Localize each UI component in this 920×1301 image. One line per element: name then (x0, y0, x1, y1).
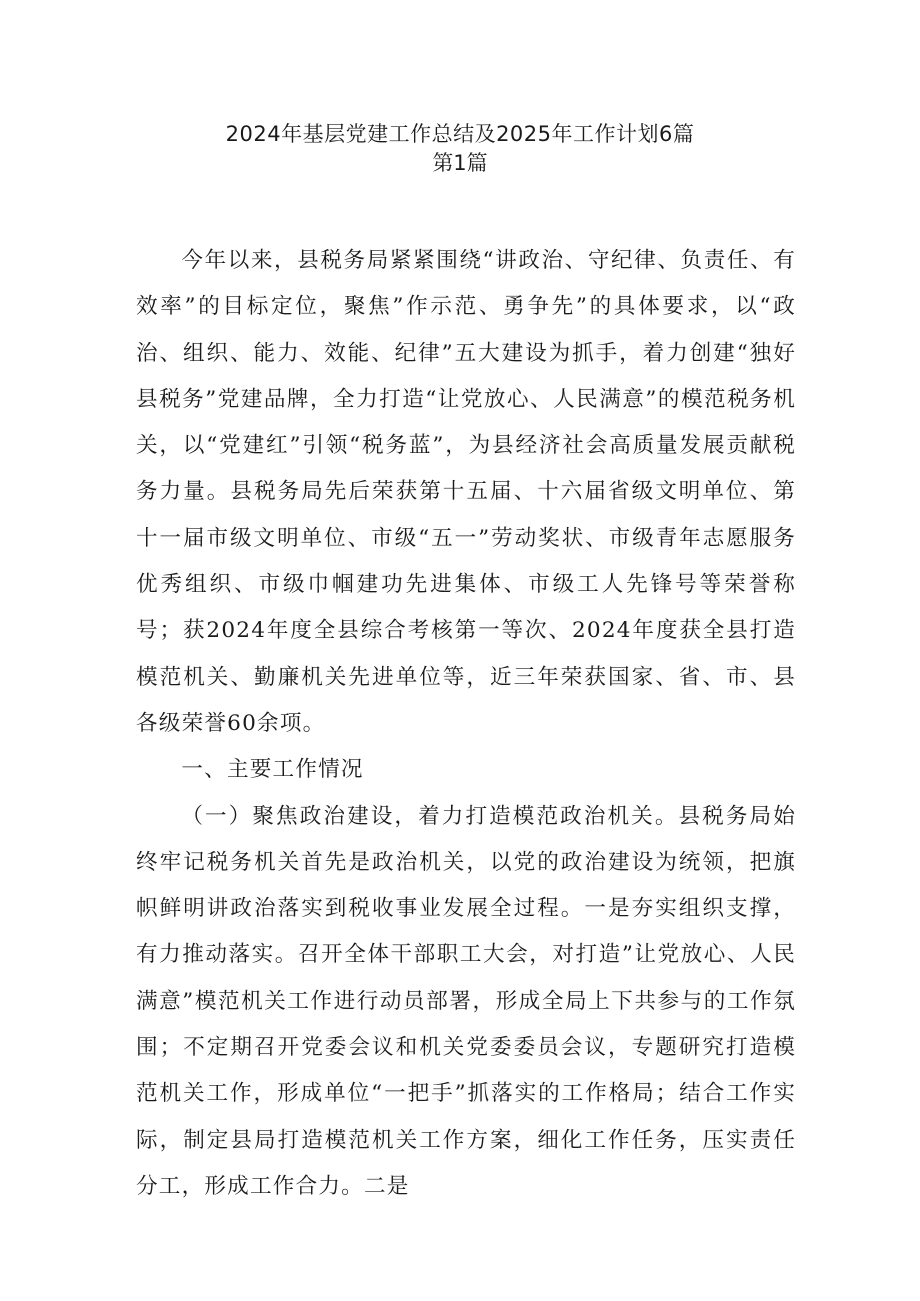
document-title: 2024年基层党建工作总结及2025年工作计划6篇 (225, 122, 695, 146)
title-block (0, 120, 920, 178)
section-paragraph: （一）聚焦政治建设，着力打造模范政治机关。县税务局始终牢记税务机关首先是政治机关，以党的政治建设为统领，把旗帜鲜明讲政治落实到税收事业发展全过程。一是夯实组织支撑，有力推动落实。召开全体干部职工大会，对打造”让党放心、人民满意”模范机关工作进行动员部署，形成全局上下共参与的工作氛围；不定期召开党委会议和机关党委委员会议，专题研究打造模范机关工作，形成单位“一把手”抓落实的工作格局；结合工作实际，制定县局打造模范机关工作方案，细化工作任务，压实责任分工，形成工作合力。二是 (136, 803, 796, 1199)
section-heading: 一、主要工作情况 (181, 757, 364, 783)
document-body (136, 238, 796, 1210)
intro-paragraph: 今年以来，县税务局紧紧围绕“讲政治、守纪律、负责任、有效率”的目标定位，聚焦”作示范、勇争先”的具体要求，以“政治、组织、能力、效能、纪律”五大建设为抓手，着力创建“独好县税务”党建品牌，全力打造“让党放心、人民满意”的模范税务机关，以“党建红”引领“税务蓝”，为县经济社会高质量发展贡献税务力量。县税务局先后荣获第十五届、十六届省级文明单位、第十一届市级文明单位、市级“五一”劳动奖状、市级青年志愿服务优秀组织、市级巾帼建功先进集体、市级工人先锋号等荣誉称号；获2024年度全县综合考核第一等次、2024年度获全县打造模范机关、勤廉机关先进单位等，近三年荣获国家、省、市、县各级荣誉60余项。 (136, 248, 796, 736)
document-subtitle: 第1篇 (432, 151, 488, 175)
